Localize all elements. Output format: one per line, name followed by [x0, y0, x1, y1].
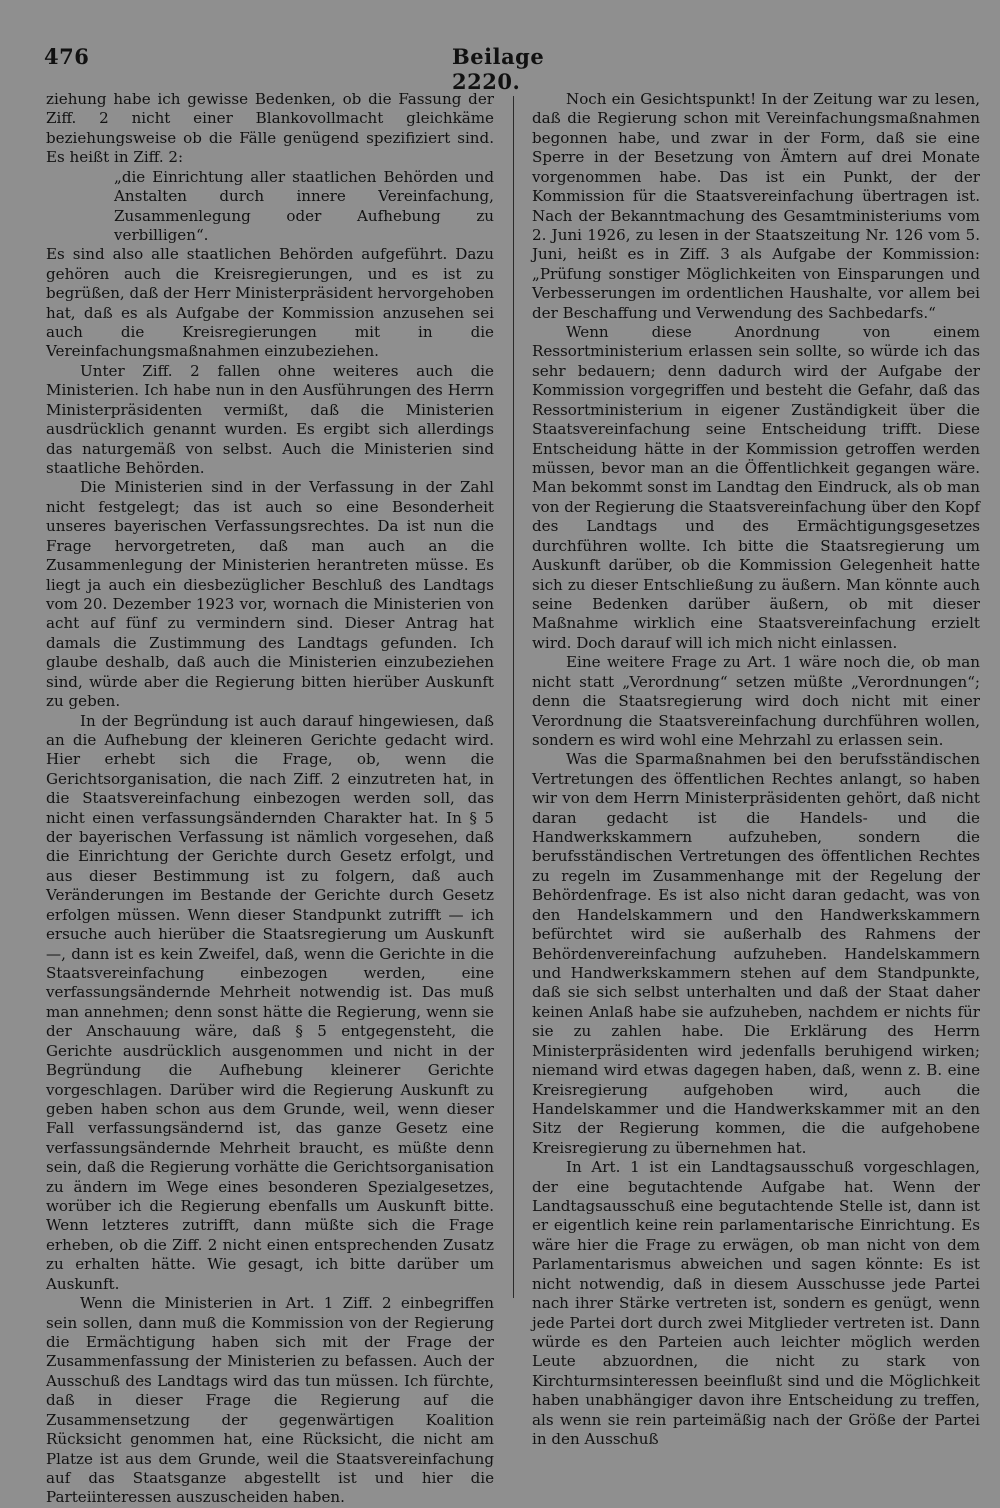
paragraph: In der Begründung ist auch darauf hingewiesen, daß an die Aufhebung der kleineren Gerichte gedacht wird. Hier erhebt sich die Frage, ob, wenn die Gerichtsorganisation, die nach Ziff. 2 einzutreten hat, in die Staatsvereinfachung einbezogen werden soll, das nicht einen verfassungsändernden Charakter hat. In § 5 der bayerischen Verfassung ist nämlich vorgesehen, daß die Einrichtung der Gerichte durch Gesetz erfolgt, und aus dieser Bestimmung ist zu folgern, daß auch Veränderungen im Bestande der Gerichte durch Gesetz erfolgen müssen. Wenn dieser Standpunkt zutrifft — ich ersuche auch hierüber die Staatsregierung um Auskunft —, dann ist es kein Zweifel, daß, wenn die Gerichte in die Staatsvereinfachung einbezogen werden, eine verfassungsändernde Mehrheit notwendig ist. Das muß man annehmen; denn sonst hätte die Regierung, wenn sie der Anschauung wäre, daß § 5 entgegensteht, die Gerichte ausdrücklich ausgenommen und nicht in der Begründung die Aufhebung kleinerer Gerichte vorgeschlagen. Darüber wird die Regierung Auskunft zu geben haben schon aus dem Grunde, weil, wenn dieser Fall verfassungsändernd ist, das ganze Gesetz eine verfassungsändernde Mehrheit braucht, es müßte denn sein, daß die Regierung vorhätte die Gerichtsorganisation zu ändern im Wege eines besonderen Spezialgesetzes, worüber ich die Regierung ebenfalls um Auskunft bitte. Wenn letzteres zutrifft, dann müßte sich die Frage erheben, ob die Ziff. 2 nicht einen entsprechenden Zusatz zu erhalten hätte. Wie gesagt, ich bitte darüber um Auskunft. [46, 711, 494, 1293]
page-header [44, 44, 584, 94]
paragraph: ziehung habe ich gewisse Bedenken, ob die Fassung der Ziff. 2 nicht einer Blankovollmacht gleichkäme beziehungsweise ob die Fälle genügend spezifiziert sind. Es heißt in Ziff. 2: [46, 90, 494, 167]
paragraph: Wenn diese Anordnung von einem Ressortministerium erlassen sein sollte, so würde ich das sehr bedauern; denn dadurch wird der Aufgabe der Kommission vorgegriffen und besteht die Gefahr, daß das Ressortministerium in eigener Zuständigkeit über die Staatsvereinfachung seine Entscheidung trifft. Diese Entscheidung hätte in der Kommission getroffen werden müssen, bevor man an die Öffentlichkeit gegangen wäre. Man bekommt sonst im Landtag den Eindruck, als ob man von der Regierung die Staatsvereinfachung über den Kopf des Landtags und des Ermächtigungsgesetzes durchführen wollte. Ich bitte die Staatsregierung um Auskunft darüber, ob die Kommission Gelegenheit hatte sich zu dieser Entschließung zu äußern. Man könnte auch seine Bedenken darüber äußern, ob mit dieser Maßnahme wirklich eine Staatsvereinfachung erzielt wird. Doch darauf will ich mich nicht einlassen. [532, 323, 980, 652]
paragraph: Was die Sparmaßnahmen bei den berufsständischen Vertretungen des öffentlichen Rechtes anlangt, so haben wir von dem Herrn Ministerpräsidenten gehört, daß nicht daran gedacht ist die Handels- und die Handwerkskammern aufzuheben, sondern die berufsständischen Vertretungen des öffentlichen Rechtes zu regeln im Zusammenhange mit der Regelung der Behördenfrage. Es ist also nicht daran gedacht, was von den Handelskammern und den Handwerkskammern befürchtet wird sie außerhalb des Rahmens der Behördenvereinfachung aufzuheben. Handelskammern und Handwerkskammern stehen auf dem Standpunkte, daß sie sich selbst unterhalten und daß der Staat daher keinen Anlaß habe sie aufzuheben, nachdem er nichts für sie zu zahlen habe. Die Erklärung des Herrn Ministerpräsidenten wird jedenfalls beruhigend wirken; niemand wird etwas dagegen haben, daß, wenn z. B. eine Kreisregierung aufgehoben wird, auch die Handelskammer und die Handwerkskammer mit an den Sitz der Regierung kommen, die die aufgehobene Kreisregierung zu übernehmen hat. [532, 750, 980, 1157]
left-column [46, 90, 494, 1508]
paragraph: Die Ministerien sind in der Verfassung in der Zahl nicht festgelegt; das ist auch so eine Besonderheit unseres bayerischen Verfassungsrechtes. Da ist nun die Frage hervorgetreten, daß man auch an die Zusammenlegung der Ministerien herantreten müsse. Es liegt ja auch ein diesbezüglicher Beschluß des Landtags vom 20. Dezember 1923 vor, wornach die Ministerien von acht auf fünf zu vermindern sind. Dieser Antrag hat damals die Zustimmung des Landtags gefunden. Ich glaube deshalb, daß auch die Ministerien einzubeziehen sind, würde aber die Regierung bitten hierüber Auskunft zu geben. [46, 478, 494, 711]
running-head: Beilage 2220. [452, 44, 545, 94]
paragraph: Wenn die Ministerien in Art. 1 Ziff. 2 einbegriffen sein sollen, dann muß die Kommission von der Regierung die Ermächtigung haben sich mit der Frage der Zusammenfassung der Ministerien zu befassen. Auch der Ausschuß des Landtags wird das tun müssen. Ich fürchte, daß in dieser Frage die Regierung auf die Zusammensetzung der gegenwärtigen Koalition Rücksicht genommen hat, eine Rücksicht, die nicht am Platze ist aus dem Grunde, weil die Staatsvereinfachung auf das Staatsganze abgestellt ist und hier die Parteiinteressen auszuscheiden haben. [46, 1294, 494, 1507]
paragraph: Es sind also alle staatlichen Behörden aufgeführt. Dazu gehören auch die Kreisregierungen, und es ist zu begrüßen, daß der Herr Ministerpräsident hervorgehoben hat, daß es als Aufgabe der Kommission anzusehen sei auch die Kreisregierungen mit in die Vereinfachungsmaßnahmen einzubeziehen. [46, 245, 494, 361]
paragraph: Eine weitere Frage zu Art. 1 wäre noch die, ob man nicht statt „Verordnung“ setzen müßte „Verordnungen“; denn die Staatsregierung wird doch nicht mit einer Verordnung die Staatsvereinfachung durchführen wollen, sondern es wird wohl eine Mehrzahl zu erlassen sein. [532, 653, 980, 749]
column-divider [513, 96, 514, 1298]
page-number: 476 [44, 44, 90, 69]
right-column [532, 90, 980, 1450]
paragraph: Unter Ziff. 2 fallen ohne weiteres auch die Ministerien. Ich habe nun in den Ausführungen des Herrn Ministerpräsidenten vermißt, daß die Ministerien ausdrücklich genannt wurden. Es ergibt sich allerdings das naturgemäß von selbst. Auch die Ministerien sind staatliche Behörden. [46, 361, 494, 478]
paragraph: In Art. 1 ist ein Landtagsausschuß vorgeschlagen, der eine begutachtende Aufgabe hat. Wenn der Landtagsausschuß eine begutachtende Stelle ist, dann ist er eigentlich keine rein parlamentarische Einrichtung. Es wäre hier die Frage zu erwägen, ob man nicht von dem Parlamentarismus abweichen und sagen könnte: Es ist nicht notwendig, daß in diesem Ausschusse jede Partei nach ihrer Stärke vertreten ist, sondern es genügt, wenn jede Partei dort durch zwei Mitglieder vertreten ist. Dann würde es den Parteien auch leichter möglich werden Leute abzuordnen, die nicht zu stark von Kirchturmsinteressen beeinflußt sind und die Möglichkeit haben unabhängiger davon ihre Entscheidung zu treffen, als wenn sie rein parteimäßig nach der Größe der Partei in den Ausschuß [532, 1158, 980, 1449]
paragraph: Noch ein Gesichtspunkt! In der Zeitung war zu lesen, daß die Regierung schon mit Vereinfachungsmaßnahmen begonnen habe, und zwar in der Form, daß sie eine Sperre in der Besetzung von Ämtern auf drei Monate vorgenommen habe. Das ist ein Punkt, der der Kommission für die Staatsvereinfachung übertragen ist. Nach der Bekanntmachung des Gesamtministeriums vom 2. Juni 1926, zu lesen in der Staatszeitung Nr. 126 vom 5. Juni, heißt es in Ziff. 3 als Aufgabe der Kommission: „Prüfung sonstiger Möglichkeiten von Einsparungen und Verbesserungen im ordentlichen Haushalte, vor allem bei der Beschaffung und Verwendung des Sachbedarfs.“ [532, 90, 980, 322]
quotation: „die Einrichtung aller staatlichen Behörden und Anstalten durch innere Vereinfachung, Zusammenlegung oder Aufhebung zu verbilligen“. [114, 167, 494, 244]
